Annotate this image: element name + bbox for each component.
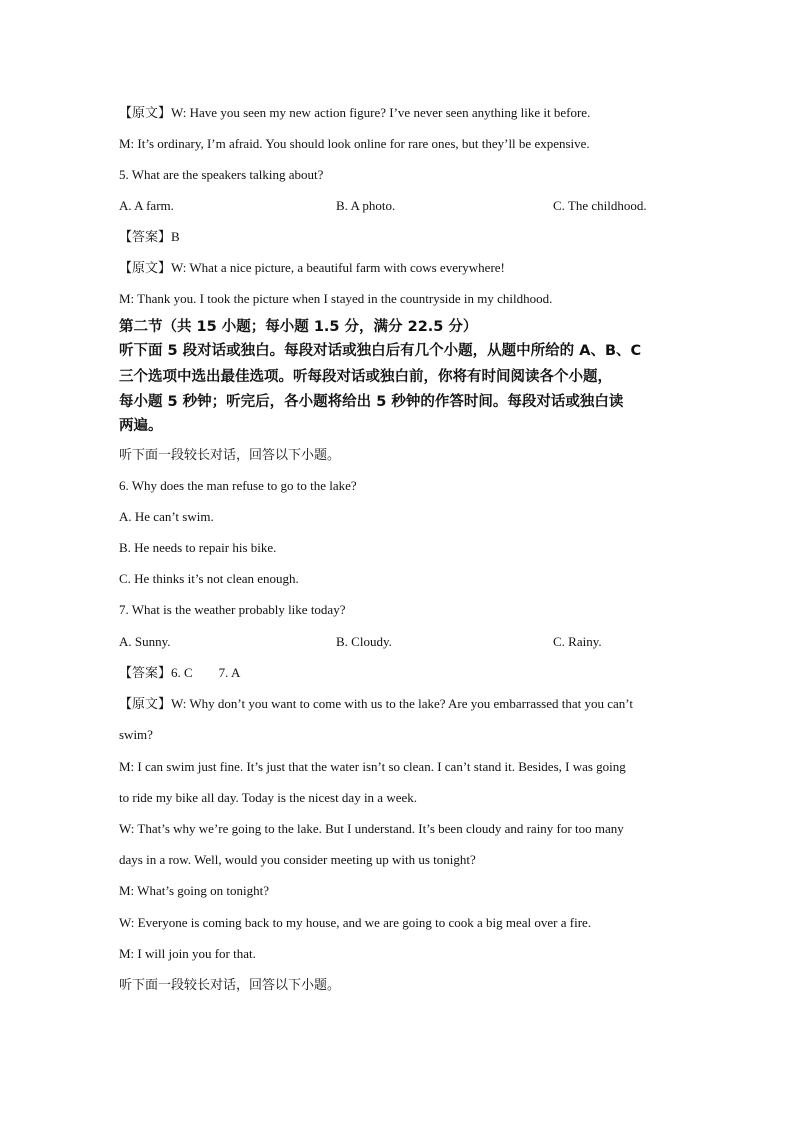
q7-option-b: B. Cloudy.	[336, 634, 392, 649]
section2-instruction-line-3: 每小题 5 秒钟；听完后，各小题将给出 5 秒钟的作答时间。每段对话或独白读	[119, 394, 624, 410]
dialog1-script-w: 【原文】W: Have you seen my new action figure? I’ve never seen anything like it before.	[119, 105, 591, 120]
listen-prompt: 听下面一段较长对话，回答以下小题。	[119, 447, 341, 462]
section2-instruction-line-1: 听下面 5 段对话或独白。每段对话或独白后有几个小题，从题中所给的 A、B、C	[119, 343, 642, 359]
dialog3-line-4: to ride my bike all day. Today is the nicest day in a week.	[119, 790, 418, 805]
q6-question: 6. Why does the man refuse to go to the lake?	[119, 478, 357, 493]
dialog1-script-m: M: It’s ordinary, I’m afraid. You should look online for rare ones, but they’ll be expensive.	[119, 136, 590, 151]
q7-option-c: C. Rainy.	[553, 634, 602, 649]
q5-option-b: B. A photo.	[336, 198, 396, 213]
dialog3-line-2: swim?	[119, 727, 153, 742]
dialog3-line-3: M: I can swim just fine. It’s just that the water isn’t so clean. I can’t stand it. Besides, I was going	[119, 759, 626, 774]
footer-listen-prompt: 听下面一段较长对话，回答以下小题。	[119, 977, 341, 992]
section2-instruction-line-2: 三个选项中选出最佳选项。听每段对话或独白前，你将有时间阅读各个小题，	[119, 369, 612, 385]
q6-option-a: A. He can’t swim.	[119, 509, 214, 524]
q5-option-c: C. The childhood.	[553, 198, 647, 213]
dialog3-line-9: M: I will join you for that.	[119, 946, 256, 961]
q7-option-a: A. Sunny.	[119, 634, 171, 649]
dialog3-line-8: W: Everyone is coming back to my house, and we are going to cook a big meal over a fire.	[119, 915, 592, 930]
dialog3-line-5: W: That’s why we’re going to the lake. But I understand. It’s been cloudy and rainy for too many	[119, 821, 624, 836]
answer-7: 7. A	[218, 665, 241, 680]
dialog3-line-7: M: What’s going on tonight?	[119, 883, 269, 898]
dialog3-line-6: days in a row. Well, would you consider meeting up with us tonight?	[119, 852, 476, 867]
answer-6-7	[119, 665, 240, 681]
q5-option-a: A. A farm.	[119, 198, 174, 213]
q5-answer: 【答案】B	[119, 229, 180, 244]
q5-script-w: 【原文】W: What a nice picture, a beautiful farm with cows everywhere!	[119, 260, 505, 275]
q5-question: 5. What are the speakers talking about?	[119, 167, 324, 182]
section2-instruction-line-4: 两遍。	[119, 418, 163, 434]
q5-script-m: M: Thank you. I took the picture when I stayed in the countryside in my childhood.	[119, 291, 553, 306]
q7-question: 7. What is the weather probably like today?	[119, 602, 346, 617]
section2-heading: 第二节（共 15 小题；每小题 1.5 分，满分 22.5 分）	[119, 319, 478, 335]
q6-option-b: B. He needs to repair his bike.	[119, 540, 277, 555]
answer-6: 【答案】6. C	[119, 665, 193, 680]
q6-option-c: C. He thinks it’s not clean enough.	[119, 571, 299, 586]
dialog3-line-1: 【原文】W: Why don’t you want to come with us to the lake? Are you embarrassed that you can’t	[119, 696, 633, 711]
